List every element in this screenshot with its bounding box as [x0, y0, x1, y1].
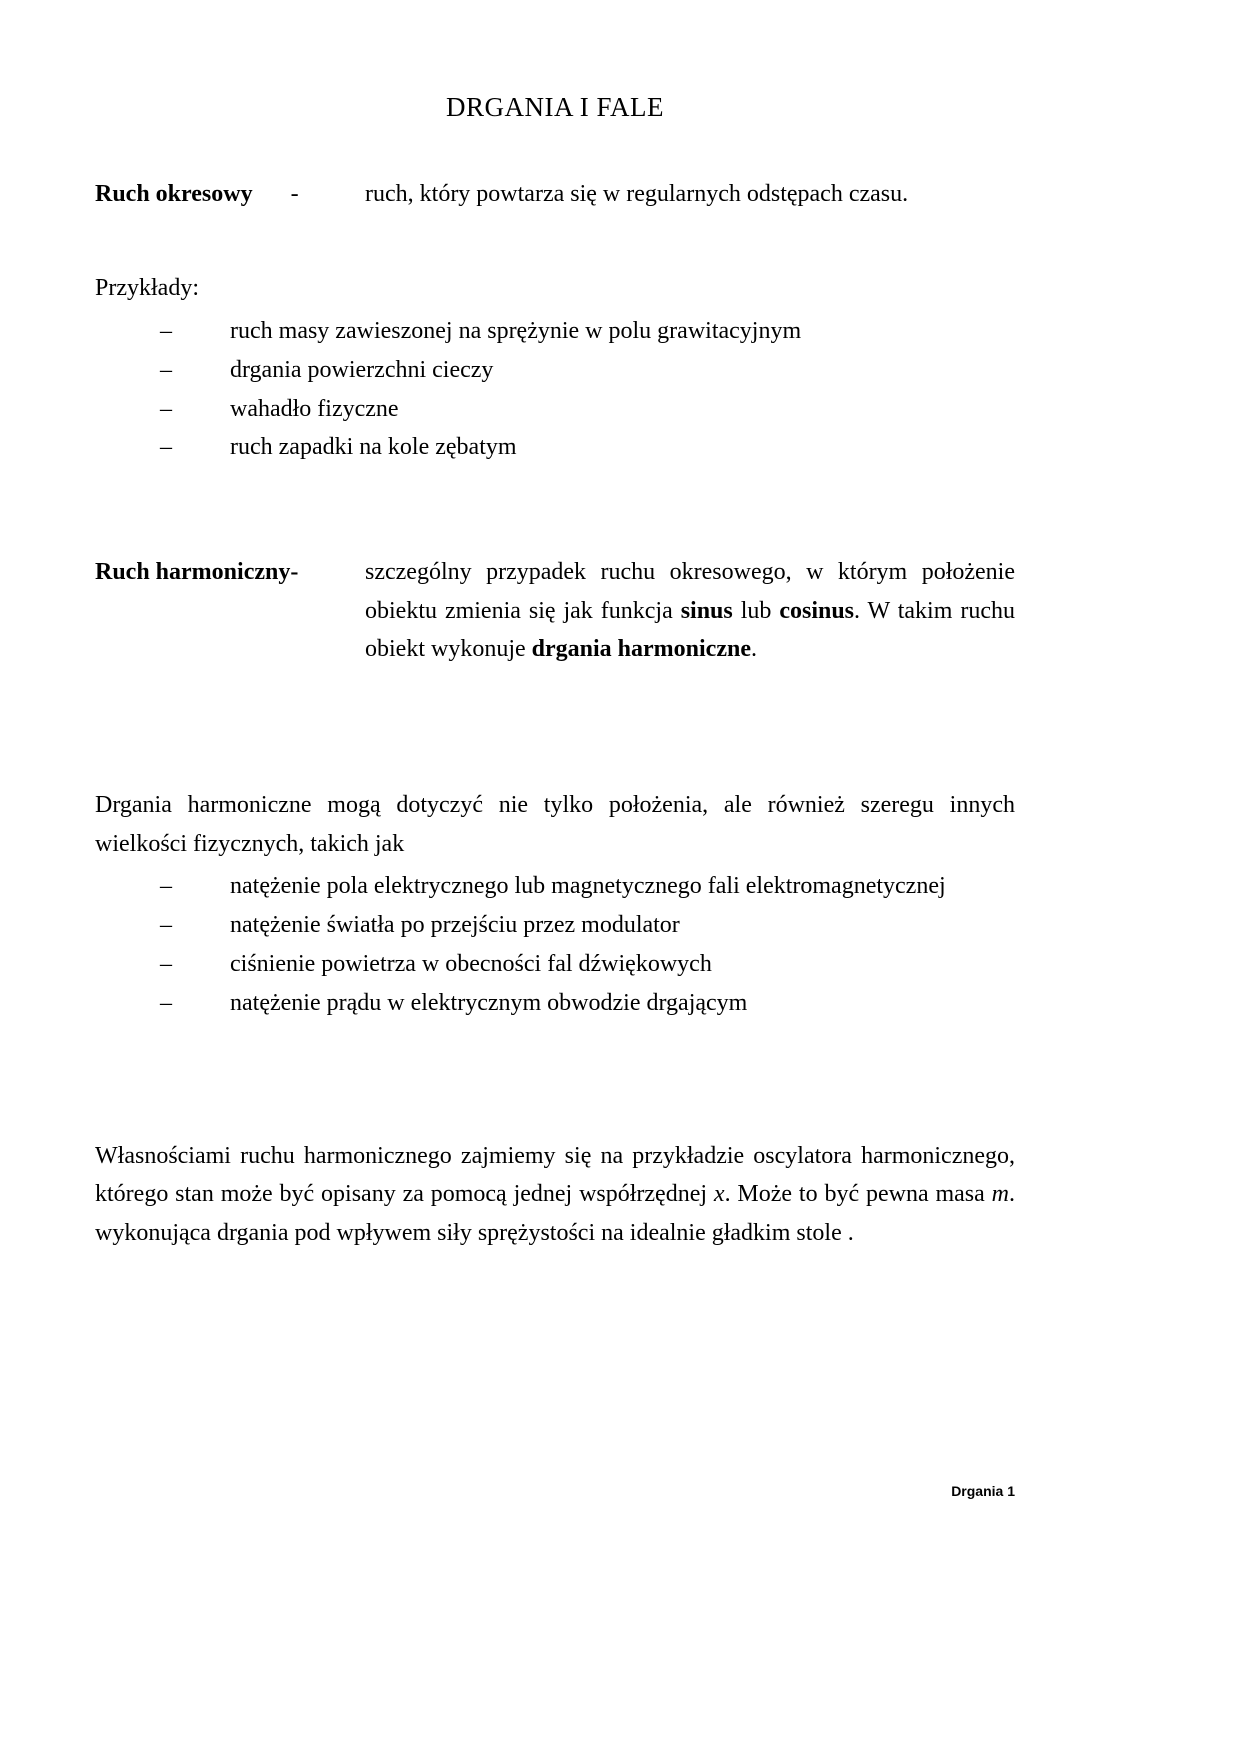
definition-segment: . W takim ruchu obiekt wykonuje [365, 597, 1015, 663]
definition-segment-bold: cosinus [779, 597, 855, 624]
list-item [95, 906, 1015, 945]
list-item-text: ciśnienie powietrza w obecności fal dźwiękowych [230, 950, 712, 977]
definition-periodic-motion [95, 175, 1015, 213]
page-title: DRGANIA I FALE [446, 92, 664, 122]
dash-bullet-icon: – [160, 950, 172, 977]
definition-text [365, 553, 1015, 668]
quantities-intro-paragraph: Drgania harmoniczne mogą dotyczyć nie tylko położenia, ale również szeregu innych wielkości fizycznych, takich jak [95, 792, 1015, 857]
dash-bullet-icon: – [160, 317, 172, 344]
definition-segment: . [750, 636, 757, 663]
definition-text: ruch, który powtarza się w regularnych odstępach czasu. [365, 181, 909, 207]
dash-bullet-icon: – [160, 873, 172, 900]
dash-bullet-icon: – [160, 989, 172, 1016]
quantities-list [95, 867, 1015, 1023]
list-item [95, 428, 1015, 467]
list-item-text: drgania powierzchni cieczy [230, 356, 494, 383]
dash-bullet-icon: – [160, 912, 172, 939]
definition-harmonic-motion [95, 553, 1015, 668]
document-page [95, 0, 1015, 1252]
list-item-text: natężenie światła po przejściu przez modulator [230, 912, 680, 939]
list-item-text: wahadło fizyczne [230, 395, 399, 422]
examples-list [95, 312, 1015, 468]
dash-bullet-icon: – [160, 395, 172, 422]
paragraph-segment: . wykonująca drgania pod wpływem siły sprężystości na idealnie gładkim stole . [95, 1181, 1015, 1246]
list-item-text: natężenie prądu w elektrycznym obwodzie drgającym [230, 989, 748, 1016]
definition-term [95, 175, 365, 213]
list-item [95, 390, 1015, 429]
paragraph-segment-italic: m [991, 1181, 1009, 1208]
definition-segment-bold: sinus [680, 597, 733, 624]
definition-segment: lub [732, 597, 780, 624]
oscillator-paragraph [95, 1137, 1015, 1252]
dash-bullet-icon: – [160, 434, 172, 461]
definition-segment: szczególny przypadek ruchu okresowego, w którym położenie obiektu zmienia się jak funkcja [365, 559, 1015, 624]
list-item [95, 945, 1015, 984]
term-label: Ruch okresowy [95, 181, 253, 207]
term-dash: - [290, 181, 299, 207]
list-item [95, 984, 1015, 1023]
paragraph-segment: Własnościami ruchu harmonicznego zajmiemy się na przykładzie oscylatora harmonicznego, którego stan może być opisany za pomocą jednej współrzędnej [95, 1142, 1015, 1208]
dash-bullet-icon: – [160, 356, 172, 383]
definition-segment-bold: drgania harmoniczne [531, 636, 751, 663]
list-item [95, 351, 1015, 390]
paragraph-segment-italic: x [713, 1181, 725, 1208]
definition-term [95, 553, 365, 668]
list-item [95, 867, 1015, 906]
paragraph-segment: . Może to być pewna masa [724, 1181, 992, 1208]
list-item-text: natężenie pola elektrycznego lub magnetycznego fali elektromagnetycznej [230, 873, 946, 900]
list-item [95, 312, 1015, 351]
examples-heading: Przykłady: [95, 275, 199, 302]
list-item-text: ruch zapadki na kole zębatym [230, 434, 517, 461]
term-label: Ruch harmoniczny- [95, 559, 299, 586]
footer-page-label: Drgania 1 [951, 1483, 1015, 1499]
list-item-text: ruch masy zawieszonej na sprężynie w polu grawitacyjnym [230, 317, 802, 344]
